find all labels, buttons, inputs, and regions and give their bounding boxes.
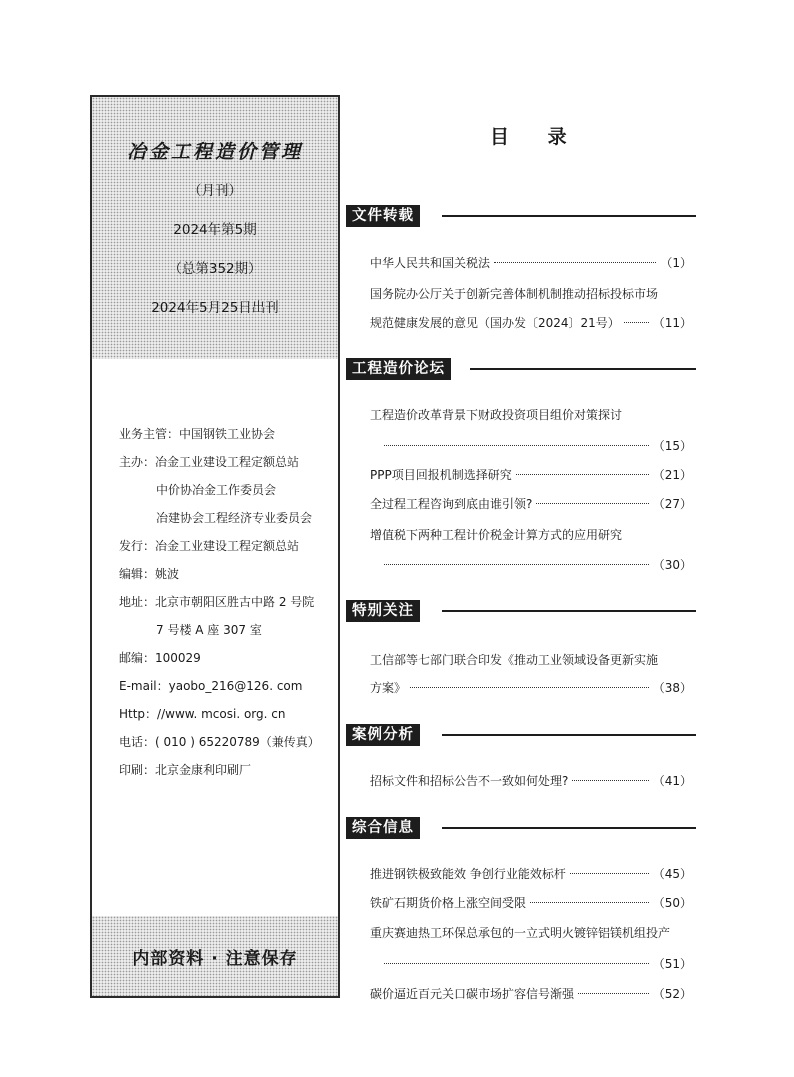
toc-entry[interactable] [370,650,692,670]
section-rule [442,215,696,217]
entry-page: （21） [652,468,692,482]
toc-entry[interactable] [370,253,692,273]
entry-title: 国务院办公厅关于创新完善体制机制推动招标投标市场 [370,287,659,301]
issue-number: 2024年第5期 [173,222,257,238]
entry-title: 工程造价改革背景下财政投资项目组价对策探讨 [370,408,623,422]
leader-dots [536,503,648,504]
leader-dots [516,474,649,475]
toc-entry[interactable] [384,436,692,456]
leader-dots [384,963,649,964]
leader-dots [384,564,649,565]
section-label: 特别关注 [346,600,420,622]
entry-title: 全过程工程咨询到底由谁引领? [370,497,533,511]
section-header [346,205,696,227]
section-header [346,817,696,839]
entry-page: （52） [652,987,692,1001]
toc-entry[interactable] [370,284,692,304]
leader-dots [572,780,648,781]
section-label: 工程造价论坛 [346,358,451,380]
entry-title: 招标文件和招标公告不一致如何处理? [370,774,569,788]
info-row: 电话：( 010 ) 65220789（兼传真） [119,735,320,749]
toc-entry[interactable] [370,923,692,943]
entry-page: （45） [652,867,692,881]
entry-page: （38） [652,681,692,695]
section-label: 案例分析 [346,724,420,746]
section-label: 文件转载 [346,205,420,227]
toc-entry[interactable] [370,494,692,514]
toc-entry[interactable] [370,864,692,884]
journal-title: 冶金工程造价管理 [126,141,303,163]
leader-dots [530,902,649,903]
entry-title: 工信部等七部门联合印发《推动工业领域设备更新实施 [370,653,659,667]
toc-entry[interactable] [370,405,692,425]
entry-title: 方案》 [370,681,407,695]
masthead-header [92,97,338,359]
section-header [346,600,696,622]
entry-title: 中华人民共和国关税法 [370,256,491,270]
masthead-footer [92,916,338,996]
info-row: 地址：北京市朝阳区胜古中路 2 号院 [119,595,315,609]
leader-dots [624,322,649,323]
toc-entry[interactable] [370,525,692,545]
section-rule [442,827,696,829]
section-rule [442,610,696,612]
toc-entry[interactable] [370,465,692,485]
entry-title: 增值税下两种工程计价税金计算方式的应用研究 [370,528,623,542]
entry-title: 推进钢铁极致能效 争创行业能效标杆 [370,867,566,881]
info-row: 印刷：北京金康利印刷厂 [119,763,252,777]
entry-page: （27） [652,497,692,511]
toc-entry[interactable] [370,984,692,1004]
publish-date: 2024年5月25日出刊 [151,300,279,316]
entry-page: （50） [652,896,692,910]
leader-dots [410,687,649,688]
section-header [346,724,696,746]
info-row: 中价协冶金工作委员会 [156,483,277,497]
entry-title: 碳价逼近百元关口碳市场扩容信号渐强 [370,987,575,1001]
journal-frequency: （月刊） [188,183,242,199]
section-label: 综合信息 [346,817,420,839]
info-row: Http：//www. mcosi. org. cn [119,707,286,721]
entry-title: 铁矿石期货价格上涨空间受限 [370,896,527,910]
info-row: 业务主管：中国钢铁工业协会 [119,427,276,441]
masthead-panel [90,95,340,998]
toc-entry[interactable] [384,555,692,575]
toc-entry[interactable] [384,954,692,974]
info-row: 主办：冶金工业建设工程定额总站 [119,455,300,469]
toc-entry[interactable] [370,678,692,698]
toc-entry[interactable] [370,893,692,913]
entry-page: （41） [652,774,692,788]
info-row: 编辑：姚波 [119,567,180,581]
leader-dots [578,993,649,994]
toc-entry[interactable] [370,771,692,791]
info-row: 发行：冶金工业建设工程定额总站 [119,539,300,553]
entry-title: PPP项目回报机制选择研究 [370,468,512,482]
entry-page: （51） [652,957,692,971]
section-rule [470,368,696,370]
leader-dots [494,262,656,263]
leader-dots [570,873,649,874]
internal-notice: 内部资料 · 注意保存 [132,949,298,969]
entry-page: （1） [660,256,692,270]
entry-page: （15） [652,439,692,453]
entry-title: 规范健康发展的意见（国办发〔2024〕21号） [370,316,620,330]
entry-title: 重庆赛迪热工环保总承包的一立式明火镀锌铝镁机组投产 [370,926,671,940]
toc-title: 目 录 [490,126,583,148]
publisher-info [119,420,334,784]
info-row: E-mail：yaobo_216@126. com [119,679,303,693]
entry-page: （11） [652,316,692,330]
total-issue-number: （总第352期） [168,261,262,277]
section-header [346,358,696,380]
toc-entry[interactable] [370,313,692,333]
info-row: 7 号楼 A 座 307 室 [156,623,262,637]
info-row: 冶建协会工程经济专业委员会 [156,511,313,525]
leader-dots [384,445,649,446]
entry-page: （30） [652,558,692,572]
info-row: 邮编：100029 [119,651,201,665]
section-rule [442,734,696,736]
